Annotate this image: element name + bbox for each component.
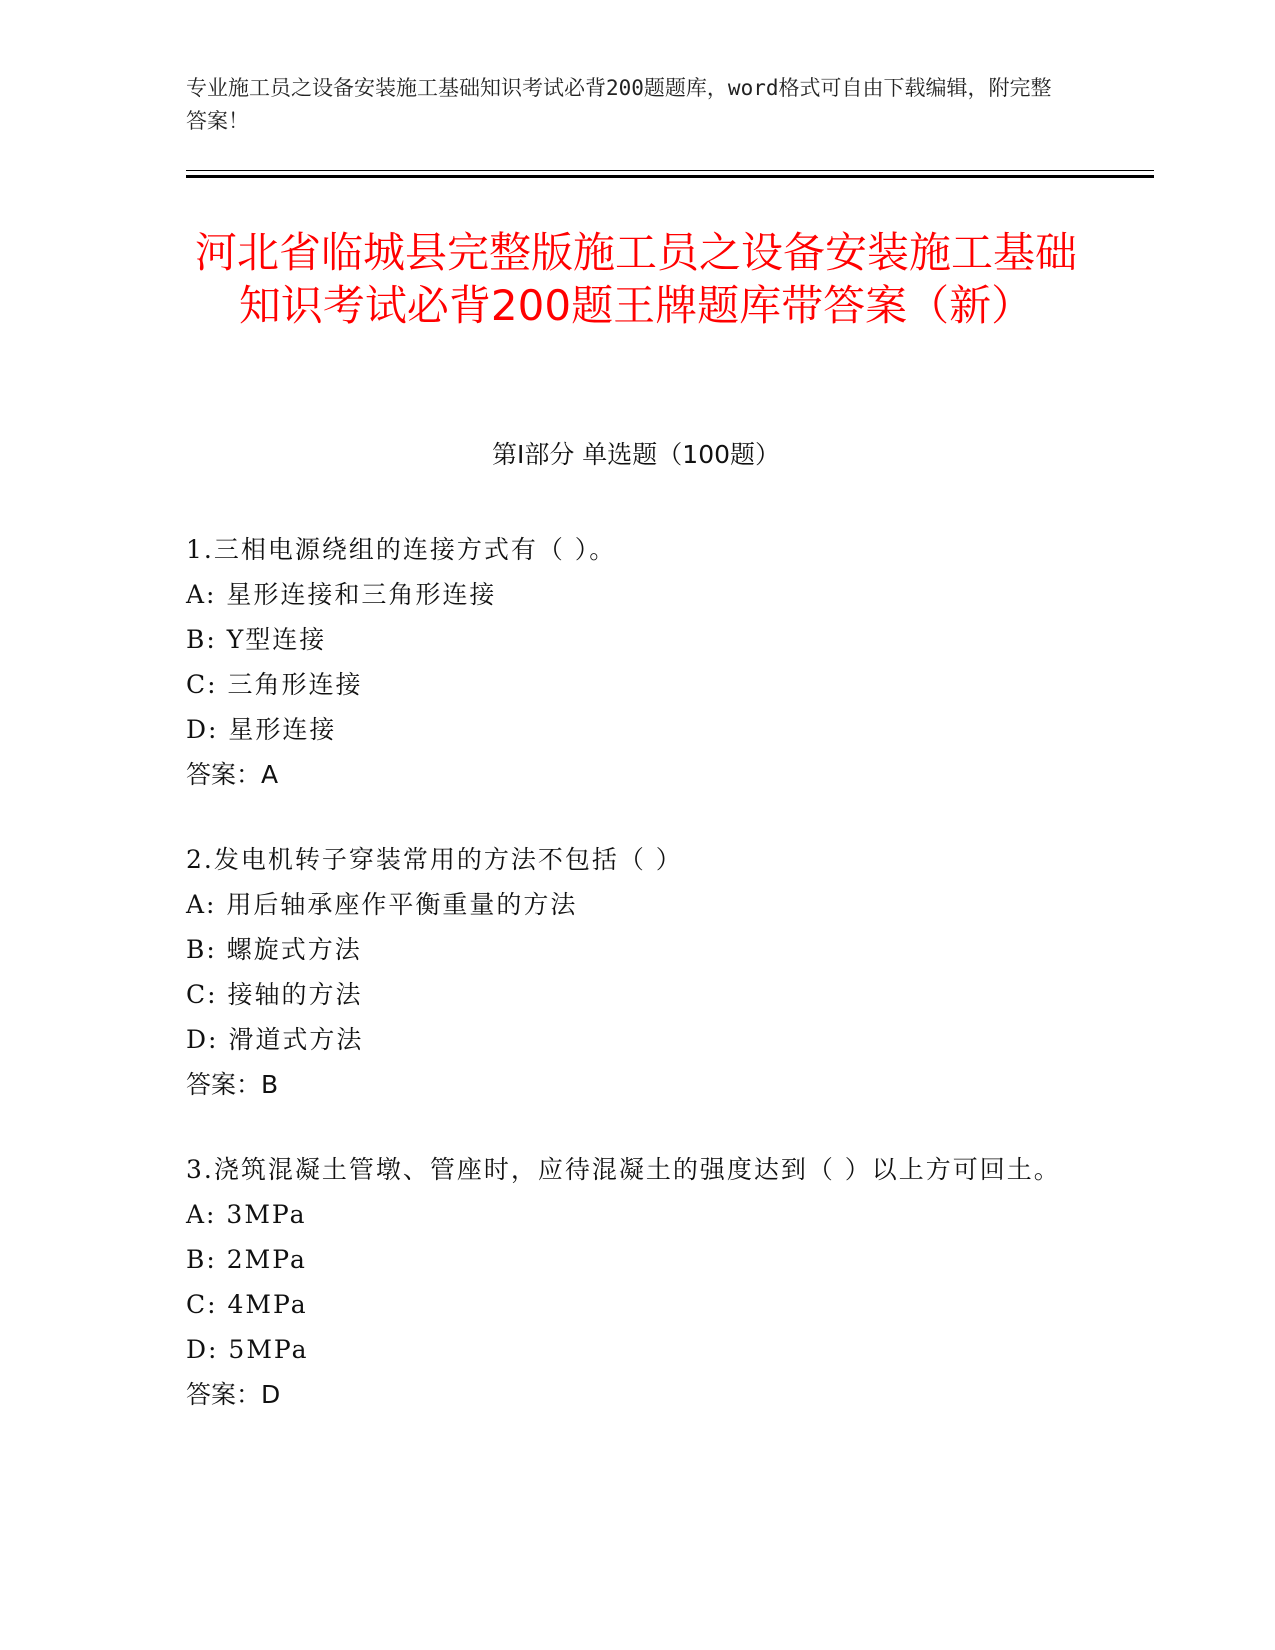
question-option-c: C: 4MPa xyxy=(186,1290,308,1319)
question-option-b: B: 螺旋式方法 xyxy=(186,935,362,964)
question-option-b: B: Y型连接 xyxy=(186,625,327,654)
question-answer: 答案：A xyxy=(186,760,279,789)
document-title: 河北省临城县完整版施工员之设备安装施工基础知识考试必背200题王牌题库带答案（新） xyxy=(194,228,1077,330)
question-option-d: D: 星形连接 xyxy=(186,715,337,744)
header-rule-thick xyxy=(186,175,1154,178)
question-option-c: C: 三角形连接 xyxy=(186,670,363,699)
question-option-a: A: 星形连接和三角形连接 xyxy=(186,580,497,609)
question-stem: 2.发电机转子穿装常用的方法不包括（ ） xyxy=(186,845,683,874)
question-item xyxy=(186,527,1086,797)
question-option-b: B: 2MPa xyxy=(186,1245,307,1274)
question-option-d: D: 滑道式方法 xyxy=(186,1025,364,1054)
question-answer: 答案：B xyxy=(186,1070,279,1099)
question-list xyxy=(186,527,1086,1457)
question-option-d: D: 5MPa xyxy=(186,1335,309,1364)
header-note: 专业施工员之设备安装施工基础知识考试必背200题题库，word格式可自由下载编辑，附完整答案！ xyxy=(186,76,1052,133)
question-item xyxy=(186,1147,1086,1417)
question-item xyxy=(186,837,1086,1107)
question-option-a: A: 用后轴承座作平衡重量的方法 xyxy=(186,890,578,919)
question-answer: 答案：D xyxy=(186,1380,281,1409)
question-stem: 1.三相电源绕组的连接方式有（ ）。 xyxy=(186,535,617,564)
header-rule-thin xyxy=(186,170,1154,171)
question-option-c: C: 接轴的方法 xyxy=(186,980,363,1009)
question-stem: 3.浇筑混凝土管墩、管座时，应待混凝土的强度达到（ ）以上方可回土。 xyxy=(186,1155,1061,1184)
question-option-a: A: 3MPa xyxy=(186,1200,307,1229)
section-title: 第I部分 单选题（100题） xyxy=(491,440,781,469)
